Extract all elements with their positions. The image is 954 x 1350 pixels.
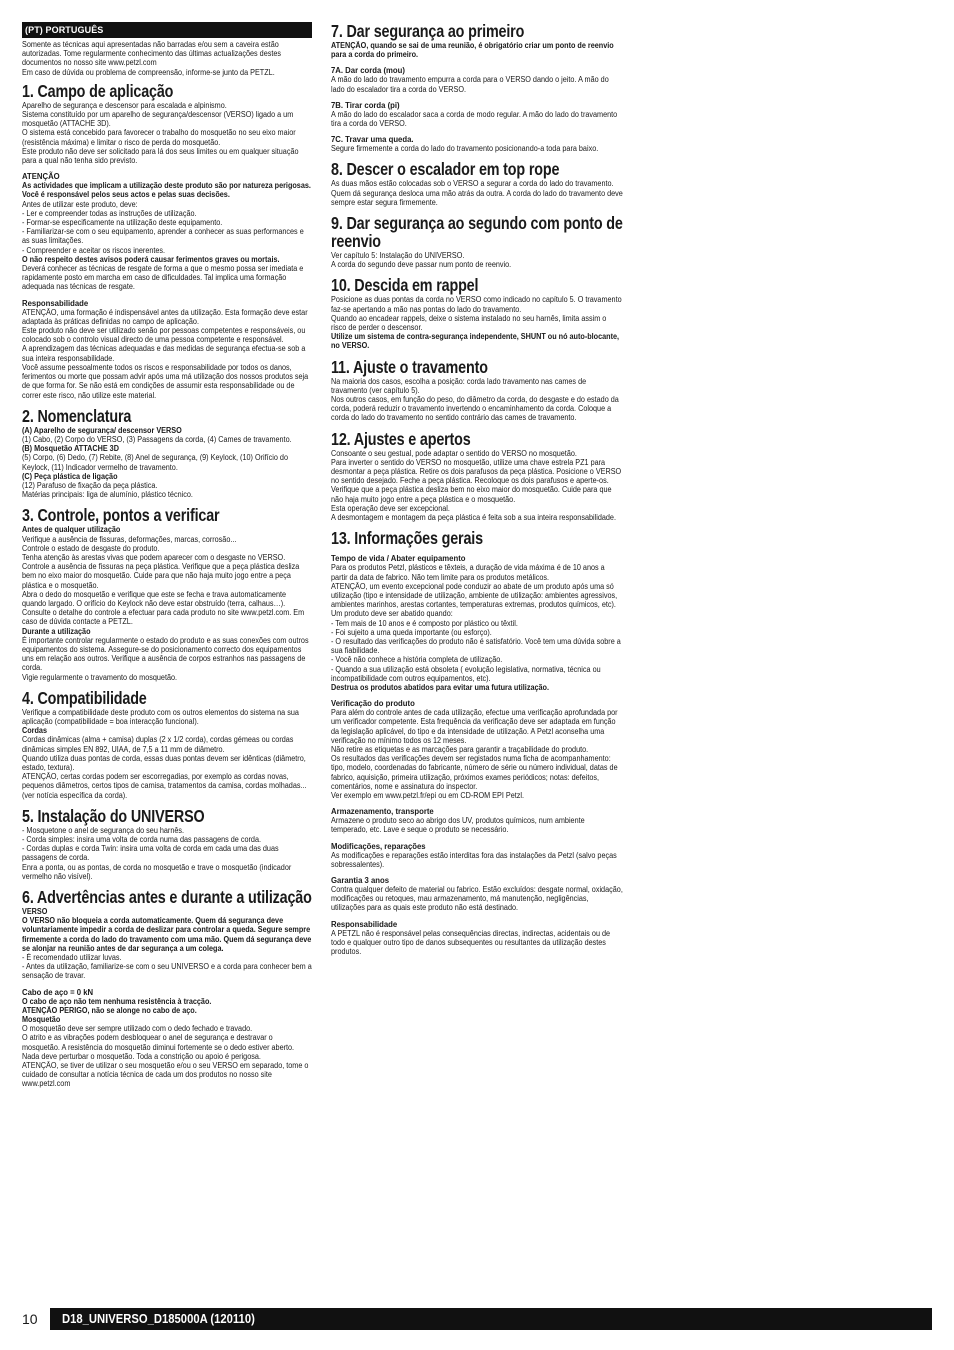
paragraph: Os resultados das verificações devem ser registados numa ficha de acompanhamento: tipo, modelo, coordenadas do fabricante, número de série ou número individual, datas de fabrico, aquisição, primeira utilização, próximos exames periódicos; notas: defeitos, comentários, nome e assinatura do inspector.	[331, 754, 618, 791]
paragraph: A PETZL não é responsável pelas consequências directas, indirectas, acidentais ou de todo e qualquer outro tipo de danos subsequentes ou resultantes da utilização destes produtos.	[331, 928, 611, 956]
paragraph: - Cordas duplas e corda Twin: insira uma volta de corda em cada uma das duas passagens de corda.	[22, 844, 279, 863]
paragraph: Não retire as etiquetas e as marcações para garantir a traçabilidade do produto.	[331, 744, 589, 754]
section-heading: 10. Descida em rappel	[331, 275, 479, 296]
paragraph: - É recomendado utilizar luvas.	[22, 953, 122, 963]
paragraph: Consulte o detalhe do controle a efectuar para cada produto no site www.petzl.com. Em caso de dúvida contacte a PETZL.	[22, 608, 305, 627]
bold-paragraph: (B) Mosquetão ATTACHE 3D	[22, 444, 119, 454]
paragraph: Enra a ponta, ou as pontas, de corda no mosquetão e trave o mosquetão (indicador vermelho não visível).	[22, 862, 292, 881]
subheading: Armazenamento, transporte	[331, 806, 434, 817]
paragraph: Somente as técnicas aqui apresentadas não barradas e/ou sem a caveira estão autorizadas. Tome regularmente conhecimento das últimas actualizações destes documentos no nosso site www.petzl.com	[22, 40, 282, 68]
section-heading: 8. Descer o escalador em top rope	[331, 159, 560, 180]
paragraph: - Foi sujeito a uma queda importante (ou esforço).	[331, 627, 492, 637]
bold-paragraph: O cabo de aço não tem nenhuma resistência à tracção.	[22, 996, 212, 1006]
paragraph: - Ler e compreender todas as instruções de utilização.	[22, 208, 197, 218]
paragraph: A aprendizagem das técnicas adequadas e das medidas de segurança efectua-se sob a sua inteira responsabilidade.	[22, 344, 306, 363]
paragraph: Ver capítulo 5: Instalação do UNIVERSO.	[331, 251, 465, 261]
subheading: Cabo de aço = 0 kN	[22, 986, 94, 997]
paragraph: Deverá conhecer as técnicas de resgate de forma a que o mesmo possa ser imediata e rapidamente posto em marcha em caso de dificuldades. Tal implica uma formação adequada nas técnicas de resgate.	[22, 264, 304, 292]
paragraph: O atrito e as vibrações podem desbloquear o anel de segurança e destravar o mosquetão. A resistência do mosquetão diminui fortemente se o dedo estiver aberto.	[22, 1033, 295, 1052]
bold-paragraph: (C) Peça plástica de ligação	[22, 471, 118, 481]
paragraph: Consoante o seu gestual, pode adaptar o sentido do VERSO no mosquetão.	[331, 448, 577, 458]
subheading: Responsabilidade	[331, 918, 398, 929]
paragraph: Ver exemplo em www.petzl.fr/epi ou em CD-ROM EPI Petzl.	[331, 790, 525, 800]
page-number: 10	[22, 1311, 38, 1327]
bold-paragraph: Mosquetão	[22, 1015, 61, 1025]
bold-paragraph: Utilize um sistema de contra-segurança independente, SHUNT ou nó auto-blocante, no VERSO.	[331, 332, 620, 351]
paragraph: - Você não conhece a história completa de utilização.	[331, 655, 503, 665]
bold-paragraph: Destrua os produtos abatidos para evitar uma futura utilização.	[331, 682, 549, 692]
paragraph: - Corda simples: insira uma volta de corda numa das passagens de corda.	[22, 835, 262, 845]
paragraph: Cordas dinâmicas (alma + camisa) duplas (2 x 1/2 corda), cordas gémeas ou cordas dinâmicas simples EN 892, UIAA, de 7,5 a 11 mm de diâmetro.	[22, 735, 294, 754]
subheading: ATENÇÃO	[22, 171, 60, 182]
paragraph: Nada deve perturbar o mosquetão. Toda a constrição ou apoio é perigosa.	[22, 1051, 261, 1061]
paragraph: Um produto deve ser abatido quando:	[331, 609, 453, 619]
paragraph: Armazene o produto seco ao abrigo dos UV, produtos químicos, num ambiente temperado, etc. Lave e seque o produto se necessário.	[331, 816, 585, 835]
left-column	[22, 22, 312, 1089]
section-heading: 12. Ajustes e apertos	[331, 428, 471, 449]
bold-paragraph: Durante a utilização	[22, 626, 91, 636]
bold-paragraph: Você é responsável pelos seus actos e pelas suas decisões.	[22, 190, 230, 200]
subheading: Tempo de vida / Abater equipamento	[331, 553, 466, 564]
paragraph: Este produto não deve ser solicitado para lá dos seus limites ou em qualquer situação para a qual não tenha sido previsto.	[22, 146, 299, 166]
paragraph: É importante controlar regularmente o estado do produto e as suas conexões com outros equipamentos do sistema. Assegure-se do posicionamento correcto dos equipamentos uns em relação aos outros. Verifique a ausência de corpos estranhos nas passagens de corda.	[22, 635, 309, 673]
paragraph: - Mosquetone o anel de segurança do seu harnês.	[22, 825, 185, 835]
bold-paragraph: O não respeito destes avisos poderá causar ferimentos graves ou mortais.	[22, 254, 280, 264]
bold-paragraph: ATENÇÃO PERIGO, não se alonge no cabo de aço.	[22, 1005, 197, 1015]
subheading: 7C. Travar uma queda.	[331, 134, 414, 145]
paragraph: Para os produtos Petzl, plásticos e têxteis, a duração de vida máxima é de 10 anos a partir da data de fabrico. Não tem limite para os produtos metálicos.	[331, 563, 605, 582]
paragraph: Abra o dedo do mosquetão e verifique que este se fecha e trava automaticamente quando largado. O orifício do Keylock não deve estar obstruído (terra, calhaus…).	[22, 589, 287, 608]
bold-paragraph: ATENÇÃO, quando se sai de uma reunião, é obrigatório criar um ponto de reenvio para a corda do primeiro.	[331, 41, 614, 60]
paragraph: Quando utiliza duas pontas de corda, essas duas pontas devem ser idênticas (diâmetro, estado, textura).	[22, 753, 306, 772]
section-heading: 9. Dar segurança ao segundo com ponto de reenvio	[331, 213, 623, 252]
paragraph: Esta operação deve ser excepcional.	[331, 503, 450, 513]
bold-paragraph: Cordas	[22, 726, 47, 736]
subheading: Responsabilidade	[22, 297, 89, 308]
paragraph: Para além do controle antes de cada utilização, efectue uma verificação aprofundada por um verificador competente. Esta frequência da verificação deve ser adaptada em função da legislação aplicável, do tipo e da intensidade de utilização. A Petzl aconselha uma verificação no mínimo todos os 12 meses.	[331, 708, 618, 745]
paragraph: As duas mãos estão colocadas sob o VERSO a segurar a corda do lado do travamento. Quem dá segurança desloca uma mão atrás da outra. A corda do lado do travamento deve sempre estar segura firmemente.	[331, 179, 623, 207]
subheading: 7B. Tirar corda (pi)	[331, 99, 400, 110]
section-heading: 11. Ajuste o travamento	[331, 356, 488, 377]
section-heading: 3. Controle, pontos a verificar	[22, 505, 220, 526]
paragraph: Você assume pessoalmente todos os riscos e responsabilidade por todos os danos, ferimentos ou morte que possam advir após uma má utilização dos nossos produtos seja de que forma for. Se não está em condições de assumir esta responsabilidade ou de correr este risco, não utilize este material.	[22, 362, 309, 400]
paragraph: - O resultado das verificações do produto não é satisfatório. Você tem uma dúvida sobre a sua fiabilidade.	[331, 636, 621, 656]
paragraph: A corda do segundo deve passar num ponto de reenvio.	[331, 260, 512, 270]
paragraph: Para inverter o sentido do VERSO no mosquetão, utilize uma chave estrela PZ1 para desmontar a peça plástica. Retire os dois parafusos da peça plástica. Posicione o VERSO no sentido desejado. Feche a peça plástica. Recoloque os dois parafusos e aperte-os. Verifique que a peça plástica desliza bem no eixo maior do mosquetão. Cuide para que não haja muito jogo entre a peça plástica e o mosquetão.	[331, 457, 622, 504]
paragraph: Antes de utilizar este produto, deve:	[22, 199, 138, 209]
bold-paragraph: O VERSO não bloqueia a corda automaticamente. Quem dá segurança deve voluntariamente impedir a corda de deslizar para controlar a queda. Segure sempre firmemente a corda do lado do travamento com uma mão. Quem dá segurança deve se alonjar na reunião antes de dar segurança a um colega.	[22, 916, 312, 953]
section-heading: 13. Informações gerais	[331, 528, 483, 549]
right-column	[331, 22, 623, 956]
paragraph: (12) Parafuso de fixação da peça plástica.	[22, 480, 158, 490]
subheading: Verificação do produto	[331, 698, 415, 709]
paragraph: Controle o estado de desgaste do produto.	[22, 543, 160, 553]
paragraph: Na maioria dos casos, escolha a posição: corda lado travamento nas cames de travamento (ver capítulo 5).	[331, 376, 587, 395]
subheading: Modificações, reparações	[331, 840, 426, 851]
paragraph: ATENÇÃO, certas cordas podem ser escorregadias, por exemplo as cordas novas, pequenos diâmetros, certos tipos de camisa, tratamentos da camisa, cordas molhadas... (ver notícia específica da corda).	[22, 772, 307, 800]
section-heading: 1. Campo de aplicação	[22, 80, 174, 101]
paragraph: Matérias principais: liga de alumínio, plástico técnico.	[22, 490, 193, 500]
paragraph: A mão do lado do escalador saca a corda de modo regular. A mão do lado do travamento tira a corda do VERSO.	[331, 109, 618, 129]
paragraph: - Familiarizar-se com o seu equipamento, aprender a conhecer as suas performances e as suas limitações.	[22, 227, 304, 246]
section-heading: 6. Advertências antes e durante a utilização	[22, 887, 312, 908]
paragraph: (1) Cabo, (2) Corpo do VERSO, (3) Passagens da corda, (4) Cames de travamento.	[22, 434, 292, 444]
paragraph: Sistema constituído por um aparelho de segurança/descensor (VERSO) ligado a um mosquetão (ATTACHE 3D).	[22, 110, 294, 129]
bold-paragraph: As actividades que implicam a utilização deste produto são por natureza perigosas.	[22, 181, 311, 191]
section-heading: 7. Dar segurança ao primeiro	[331, 21, 525, 41]
paragraph: - Antes da utilização, familiarize-se com o seu UNIVERSO e a corda para conhecer bem a sensação de travar.	[22, 962, 312, 981]
bold-paragraph: VERSO	[22, 907, 48, 917]
paragraph: ATENÇÃO, uma formação é indispensável antes da utilização. Esta formação deve estar adaptada às práticas definidas no campo de aplicação.	[22, 307, 308, 326]
paragraph: - Compreender e aceitar os riscos inerentes.	[22, 245, 166, 255]
bold-paragraph: Antes de qualquer utilização	[22, 525, 121, 535]
section-heading: 4. Compatibilidade	[22, 687, 147, 708]
paragraph: Em caso de dúvida ou problema de compreensão, informe-se junto da PETZL.	[22, 67, 275, 77]
paragraph: - Formar-se especificamente na utilização deste equipamento.	[22, 218, 223, 228]
paragraph: Verifique a compatibilidade deste produto com os outros elementos do sistema na sua aplicação (compatibilidade = boa interacção funcional).	[22, 707, 299, 726]
paragraph: Quando ao encadear rappels, deixe o sistema instalado no seu harnês, limita assim o risco de perder o descensor.	[331, 313, 607, 333]
paragraph: Contra qualquer defeito de material ou fabrico. Estão excluídos: desgate normal, oxidação, modificações ou retoques, mau armazenamento, má manutenção, negligências, utilizações para as quais este produto não está destinado.	[331, 884, 623, 913]
paragraph: (5) Corpo, (6) Dedo, (7) Rebite, (8) Anel de segurança, (9) Keylock, (10) Orifício do Keylock, (11) Indicador vermelho de travamento.	[22, 453, 288, 472]
paragraph: ATENÇÃO, um evento excepcional pode conduzir ao abate de um produto após uma só utilização (tipo e intensidade de utilização, ambiente de utilização: ambientes agressivos, ambientes marinhos, arestas cortantes, temperaturas extremas, produtos químicos, etc).	[331, 581, 618, 610]
paragraph: Posicione as duas pontas da corda no VERSO como indicado no capítulo 5. O travamento faz-se apertando a mão nas pontas do lado do travamento.	[331, 295, 622, 314]
paragraph: Este produto não deve ser utilizado senão por pessoas competentes e responsáveis, ou colocado sob o controlo visual directo de uma pessoa competente e responsável.	[22, 326, 306, 345]
paragraph: Aparelho de segurança e descensor para escalada e alpinismo.	[22, 100, 227, 110]
paragraph: - Quando a sua utilização está obsoleta ( evolução legislativa, normativa, técnica ou incompatibilidade com outros equipamentos, etc).	[331, 664, 601, 683]
subheading: Garantia 3 anos	[331, 874, 390, 885]
paragraph: O sistema está concebido para favorecer o trabalho do mosquetão no seu eixo maior (resistência máxima) e limitar o risco de perda do mosquetão.	[22, 128, 296, 147]
paragraph: Segure firmemente a corda do lado do travamento posicionando-a toda para baixo.	[331, 144, 599, 154]
document-code: D18_UNIVERSO_D185000A (120110)	[62, 1312, 255, 1326]
paragraph: Verifique a ausência de fissuras, deformações, marcas, corrosão...	[22, 534, 237, 544]
paragraph: ATENÇÃO, se tiver de utilizar o seu mosquetão e/ou o seu VERSO em separado, tome o cuidado de consultar a notícia técnica de cada um dos produtos no nosso site www.petzl.com	[22, 1061, 309, 1089]
footer	[22, 1308, 932, 1330]
paragraph: As modificações e reparações estão interditas fora das instalações da Petzl (salvo peças sobressalentes).	[331, 850, 617, 869]
language-header: (PT) PORTUGUÊS	[22, 22, 312, 38]
paragraph: Nos outros casos, em função do peso, do diâmetro da corda, do desgaste e do estado da corda, poderá reduzir o travamento invertendo o encaminhamento da corda. Coloque a corda do lado do travamento no sentido contrário das cames de travamento.	[331, 395, 619, 423]
paragraph: Tenha atenção às arestas vivas que podem aparecer com o desgaste no VERSO. Controle a ausência de fissuras na peça plástica. Verifique que a peça plástica desliza bem no eixo maior do mosquetão. Cuide para que não haja muito jogo entre a peça plástica e o mosquetão.	[22, 552, 300, 590]
footer-bar	[50, 1308, 932, 1330]
bold-paragraph: (A) Aparelho de segurança/ descensor VERSO	[22, 425, 182, 435]
paragraph: A mão do lado do travamento empurra a corda para o VERSO dando o jeito. A mão do lado do escalador tira a corda do VERSO.	[331, 75, 609, 94]
subheading: 7A. Dar corda (mou)	[331, 65, 405, 76]
paragraph: A desmontagem e montagem da peça plástica é feita sob a sua inteira responsabilidade.	[331, 513, 616, 523]
section-heading: 2. Nomenclatura	[22, 405, 132, 426]
paragraph: O mosquetão deve ser sempre utilizado com o dedo fechado e travado.	[22, 1024, 253, 1034]
section-heading: 5. Instalação do UNIVERSO	[22, 805, 205, 826]
paragraph: Vigie regularmente o travamento do mosquetão.	[22, 672, 178, 682]
paragraph: - Tem mais de 10 anos e é composto por plástico ou têxtil.	[331, 618, 518, 628]
